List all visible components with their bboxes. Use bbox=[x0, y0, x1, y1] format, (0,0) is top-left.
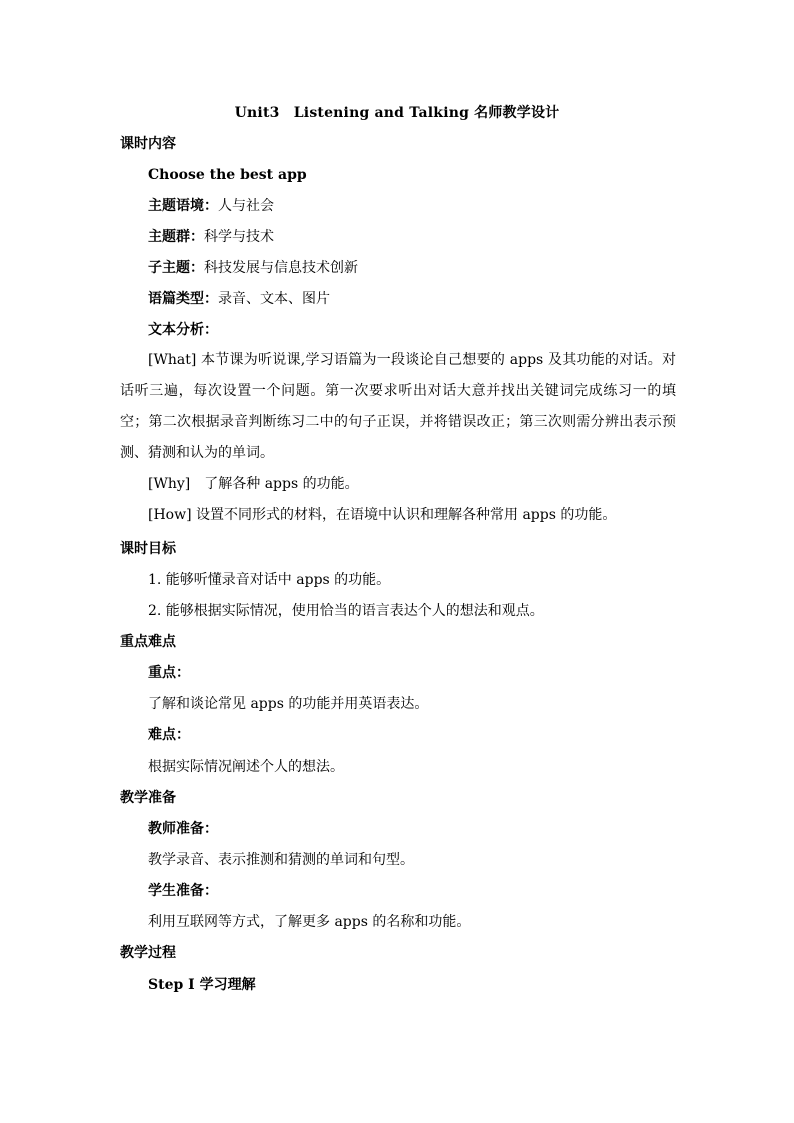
how-paragraph: [How] 设置不同形式的材料，在语境中认识和理解各种常用 apps 的功能。 bbox=[148, 507, 617, 523]
theme-context-line bbox=[148, 197, 274, 215]
section-heading-focus: 重点难点 bbox=[120, 634, 176, 650]
teacher-prep-text: 教学录音、表示推测和猜测的单词和句型。 bbox=[148, 852, 414, 868]
text-analysis-label: 文本分析： bbox=[148, 322, 218, 338]
key-point-text: 了解和谈论常见 apps 的功能并用英语表达。 bbox=[148, 696, 429, 712]
subtheme-line bbox=[148, 259, 358, 277]
theme-group-label: 主题群： bbox=[148, 229, 204, 245]
teacher-prep-label: 教师准备： bbox=[148, 821, 218, 837]
text-type-line bbox=[148, 290, 330, 308]
theme-group-value: 科学与技术 bbox=[204, 229, 274, 245]
section-heading-process: 教学过程 bbox=[120, 945, 176, 961]
theme-context-value: 人与社会 bbox=[218, 198, 274, 214]
section-heading-content: 课时内容 bbox=[120, 136, 176, 152]
key-point-label: 重点： bbox=[148, 665, 190, 681]
difficult-point-label: 难点： bbox=[148, 727, 190, 743]
goal-item-1: 1. 能够听懂录音对话中 apps 的功能。 bbox=[148, 572, 391, 588]
student-prep-text: 利用互联网等方式，了解更多 apps 的名称和功能。 bbox=[148, 914, 471, 930]
lesson-subtitle: Choose the best app bbox=[148, 167, 307, 183]
section-heading-goals: 课时目标 bbox=[120, 541, 176, 557]
step-1-heading: Step I 学习理解 bbox=[148, 977, 256, 993]
subtheme-value: 科技发展与信息技术创新 bbox=[204, 260, 358, 276]
subtheme-label: 子主题： bbox=[148, 260, 204, 276]
theme-group-line bbox=[148, 228, 274, 246]
document-title: Unit3 Listening and Talking 名师教学设计 bbox=[234, 105, 560, 121]
section-heading-prep: 教学准备 bbox=[120, 790, 176, 806]
text-type-value: 录音、文本、图片 bbox=[218, 291, 330, 307]
text-type-label: 语篇类型： bbox=[148, 291, 218, 307]
why-paragraph: [Why] 了解各种 apps 的功能。 bbox=[148, 476, 359, 492]
student-prep-label: 学生准备： bbox=[148, 883, 218, 899]
difficult-point-text: 根据实际情况阐述个人的想法。 bbox=[148, 759, 344, 775]
what-paragraph: [What] 本节课为听说课,学习语篇为一段谈论自己想要的 apps 及其功能的对话。对话听三遍，每次设置一个问题。第一次要求听出对话大意并找出关键词完成练习一的填空；第二次根据录音判断练习二中的句子正误，并将错误改正；第三次则需分辨出表示预测、猜测和认为的单词。 bbox=[120, 352, 676, 461]
goal-item-2: 2. 能够根据实际情况，使用恰当的语言表达个人的想法和观点。 bbox=[148, 603, 544, 619]
theme-context-label: 主题语境： bbox=[148, 198, 218, 214]
